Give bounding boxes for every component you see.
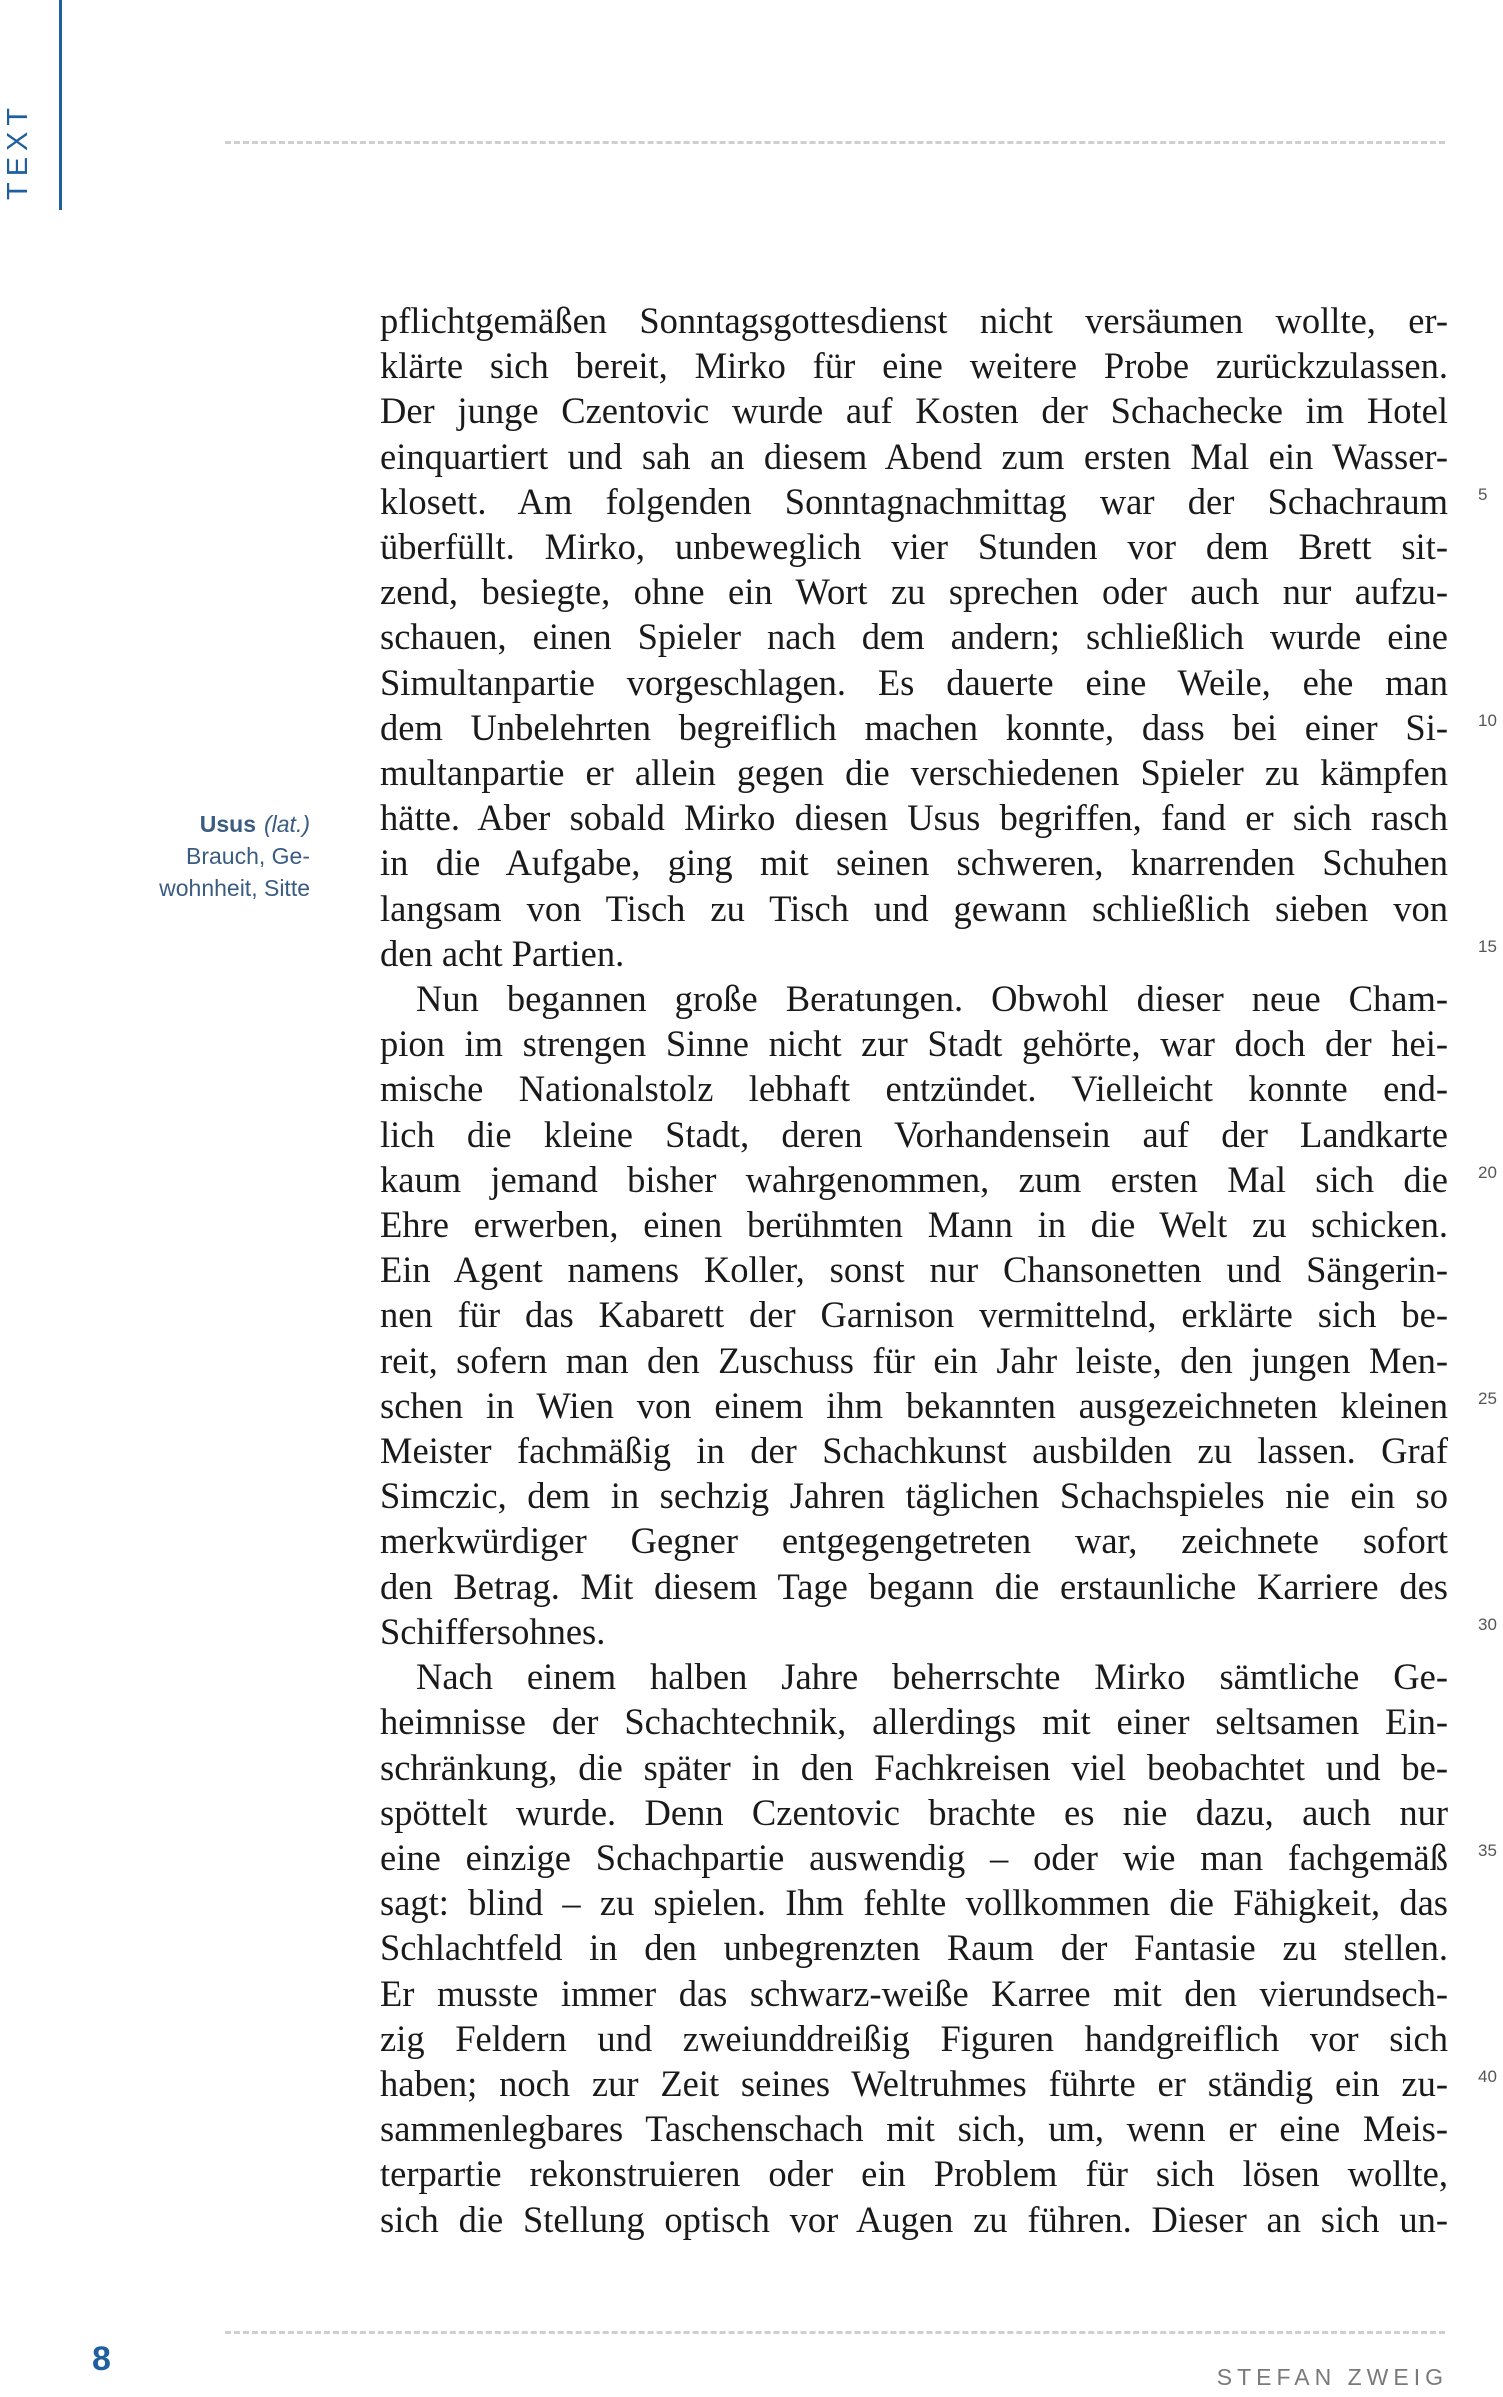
text-line: terpartie rekonstruieren oder ein Problem für sich lösen wollte, xyxy=(380,2153,1448,2195)
text-line: Ehre erwerben, einen berühmten Mann in die Welt zu schicken. xyxy=(380,1204,1448,1246)
text-line: langsam von Tisch zu Tisch und gewann schließlich sieben von xyxy=(380,887,1448,929)
text-line: kaum jemand bisher wahrgenommen, zum ersten Mal sich die xyxy=(380,1158,1448,1200)
running-footer: STEFAN ZWEIG xyxy=(1216,2364,1448,2390)
text-line: klosett. Am folgenden Sonntagnachmittag war der Schachraum xyxy=(380,480,1448,522)
text-line: Nach einem halben Jahre beherrschte Mirko sämtliche Ge- xyxy=(416,1656,1448,1698)
text-line: Schiffersohnes. xyxy=(380,1610,606,1652)
line-number: 35 xyxy=(1478,1841,1497,1860)
text-line: Schlachtfeld in den unbegrenzten Raum der Fantasie zu stellen. xyxy=(380,1927,1448,1969)
text-line: Simultanpartie vorgeschlagen. Es dauerte eine Weile, ehe man xyxy=(380,661,1448,703)
line-number: 40 xyxy=(1478,2067,1497,2086)
gloss-language: (lat.) xyxy=(264,811,310,837)
text-line: Meister fachmäßig in der Schachkunst ausbilden zu lassen. Graf xyxy=(380,1430,1448,1472)
text-line: einquartiert und sah an diesem Abend zum ersten Mal ein Wasser- xyxy=(380,435,1448,477)
text-line: merkwürdiger Gegner entgegengetreten war, zeichnete sofort xyxy=(380,1520,1448,1562)
text-line: nen für das Kabarett der Garnison vermittelnd, erklärte sich be- xyxy=(380,1294,1448,1336)
text-line: Ein Agent namens Koller, sonst nur Chansonetten und Sängerin- xyxy=(380,1249,1448,1291)
text-line: sagt: blind – zu spielen. Ihm fehlte vollkommen die Fähigkeit, das xyxy=(380,1882,1448,1924)
section-tab xyxy=(0,0,62,210)
text-line: Er musste immer das schwarz-weiße Karree mit den vierundsech- xyxy=(380,1972,1448,2014)
body-text xyxy=(380,298,1448,2242)
top-rule xyxy=(225,141,1445,144)
text-line: in die Aufgabe, ging mit seinen schweren, knarrenden Schuhen xyxy=(380,842,1448,884)
text-line: überfüllt. Mirko, unbeweglich vier Stunden vor dem Brett sit- xyxy=(380,526,1448,568)
text-line: klärte sich bereit, Mirko für eine weitere Probe zurückzulassen. xyxy=(380,345,1448,387)
bottom-rule xyxy=(225,2331,1445,2334)
text-line: multanpartie er allein gegen die verschiedenen Spieler zu kämpfen xyxy=(380,752,1448,794)
line-number: 25 xyxy=(1478,1389,1497,1408)
text-line: heimnisse der Schachtechnik, allerdings mit einer seltsamen Ein- xyxy=(380,1701,1448,1743)
text-line: pflichtgemäßen Sonntagsgottesdienst nicht versäumen wollte, er- xyxy=(380,300,1448,341)
text-line: schauen, einen Spieler nach dem andern; schließlich wurde eine xyxy=(380,616,1448,658)
text-line: mische Nationalstolz lebhaft entzündet. Vielleicht konnte end- xyxy=(380,1068,1448,1110)
gloss-definition-line: wohnheit, Sitte xyxy=(159,875,310,901)
text-line: pion im strengen Sinne nicht zur Stadt gehörte, war doch der hei- xyxy=(380,1023,1448,1065)
text-line: lich die kleine Stadt, deren Vorhandensein auf der Landkarte xyxy=(380,1113,1448,1155)
text-line: den acht Partien. xyxy=(380,932,625,974)
text-line: haben; noch zur Zeit seines Weltruhmes führte er ständig ein zu- xyxy=(380,2062,1448,2104)
text-line: eine einzige Schachpartie auswendig – oder wie man fachgemäß xyxy=(380,1836,1448,1878)
text-line: hätte. Aber sobald Mirko diesen Usus begriffen, fand er sich rasch xyxy=(380,797,1448,839)
text-line: sich die Stellung optisch vor Augen zu führen. Dieser an sich un- xyxy=(380,2198,1448,2240)
line-number: 15 xyxy=(1478,937,1497,956)
line-number: 20 xyxy=(1478,1163,1497,1182)
line-number: 10 xyxy=(1478,711,1497,730)
gloss-term: Usus xyxy=(199,811,256,837)
text-line: Nun begannen große Beratungen. Obwohl dieser neue Cham- xyxy=(416,978,1448,1020)
section-label: TEXT xyxy=(2,101,34,200)
page-number: 8 xyxy=(92,2340,111,2378)
text-line: den Betrag. Mit diesem Tage begann die erstaunliche Karriere des xyxy=(380,1565,1448,1607)
text-line: schen in Wien von einem ihm bekannten ausgezeichneten kleinen xyxy=(380,1384,1448,1426)
text-line: reit, sofern man den Zuschuss für ein Jahr leiste, den jungen Men- xyxy=(380,1339,1448,1381)
gloss-definition-line: Brauch, Ge- xyxy=(186,843,310,869)
text-line: schränkung, die später in den Fachkreisen viel beobachtet und be- xyxy=(380,1746,1448,1788)
line-number: 30 xyxy=(1478,1615,1497,1634)
text-line: Simczic, dem in sechzig Jahren täglichen Schachspieles nie ein so xyxy=(380,1475,1448,1517)
line-number: 5 xyxy=(1478,485,1488,504)
gloss-heading xyxy=(120,808,310,840)
text-line: spöttelt wurde. Denn Czentovic brachte es nie dazu, auch nur xyxy=(380,1791,1448,1833)
text-line: Der junge Czentovic wurde auf Kosten der Schachecke im Hotel xyxy=(380,390,1448,432)
margin-gloss xyxy=(120,808,310,904)
text-line: zend, besiegte, ohne ein Wort zu sprechen oder auch nur aufzu- xyxy=(380,571,1448,613)
text-line: zig Feldern und zweiunddreißig Figuren handgreiflich vor sich xyxy=(380,2017,1448,2059)
text-line: dem Unbelehrten begreiflich machen konnte, dass bei einer Si- xyxy=(380,706,1448,748)
text-line: sammenlegbares Taschenschach mit sich, um, wenn er eine Meis- xyxy=(380,2108,1448,2150)
